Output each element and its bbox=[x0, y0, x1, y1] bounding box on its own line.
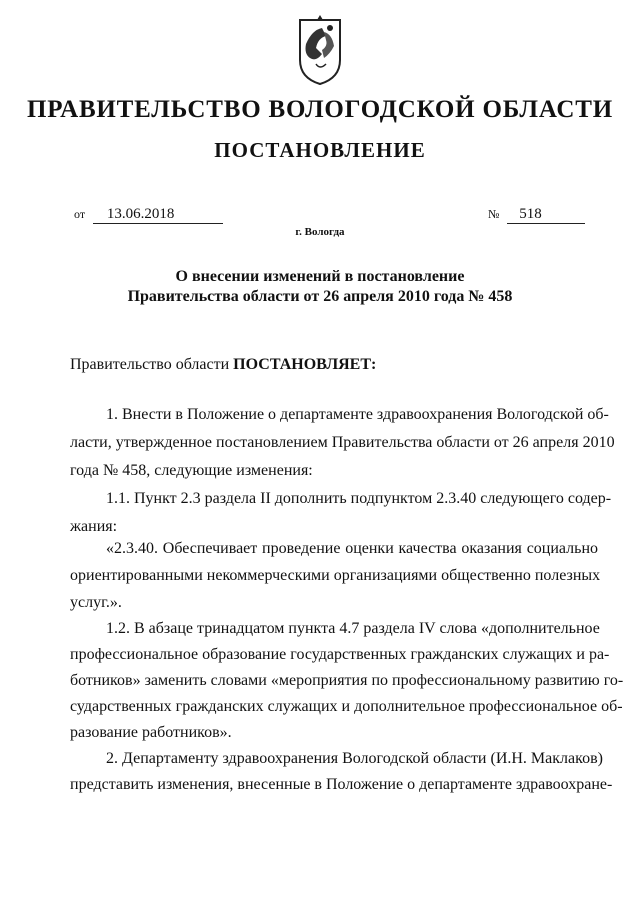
coat-of-arms-emblem bbox=[296, 14, 344, 88]
body-line: года № 458, следующие изменения: bbox=[70, 462, 313, 479]
preamble-decree-word: ПОСТАНОВЛЯЕТ: bbox=[233, 356, 377, 373]
body-line: профессиональное образование государственных гражданских служащих и ра- bbox=[70, 646, 610, 663]
body-line: 1. Внести в Положение о департаменте здравоохранения Вологодской об- bbox=[106, 406, 609, 423]
document-type: ПОСТАНОВЛЕНИЕ bbox=[214, 138, 426, 162]
date-value: 13.06.2018 bbox=[93, 206, 223, 224]
body-line: ориентированными некоммерческими организациями общественно полезных bbox=[70, 567, 601, 584]
body-line: 1.1. Пункт 2.3 раздела II дополнить подпунктом 2.3.40 следующего содер- bbox=[106, 490, 612, 507]
city-label: г. Вологда bbox=[295, 226, 345, 238]
body-line: представить изменения, внесенные в Положение о департаменте здравоохране- bbox=[70, 776, 613, 793]
body-line: разование работников». bbox=[70, 724, 232, 741]
document-date bbox=[74, 206, 223, 224]
body-line: услуг.». bbox=[70, 594, 122, 611]
preamble bbox=[70, 356, 376, 374]
body-line: жания: bbox=[70, 518, 118, 535]
subject-line-1: О внесении изменений в постановление bbox=[175, 268, 465, 285]
body-line: «2.3.40. Обеспечивает проведение оценки качества оказания социально bbox=[106, 540, 598, 557]
body-line: ласти, утвержденное постановлением Правительства области от 26 апреля 2010 bbox=[70, 434, 615, 451]
preamble-text: Правительство области bbox=[70, 356, 234, 373]
government-name: ПРАВИТЕЛЬСТВО ВОЛОГОДСКОЙ ОБЛАСТИ bbox=[26, 96, 614, 123]
number-prefix: № bbox=[488, 207, 500, 221]
document-number bbox=[488, 206, 585, 224]
subject-line-2: Правительства области от 26 апреля 2010 года № 458 bbox=[127, 288, 513, 305]
number-value: 518 bbox=[507, 206, 585, 224]
body-line: 1.2. В абзаце тринадцатом пункта 4.7 раздела IV слова «дополнительное bbox=[106, 620, 600, 637]
body-line: 2. Департаменту здравоохранения Вологодской области (И.Н. Маклаков) bbox=[106, 750, 603, 767]
body-line: ботников» заменить словами «мероприятия по профессиональному развитию го- bbox=[70, 672, 624, 689]
body-line: сударственных гражданских служащих и дополнительное профессиональное об- bbox=[70, 698, 623, 715]
date-prefix: от bbox=[74, 207, 86, 221]
